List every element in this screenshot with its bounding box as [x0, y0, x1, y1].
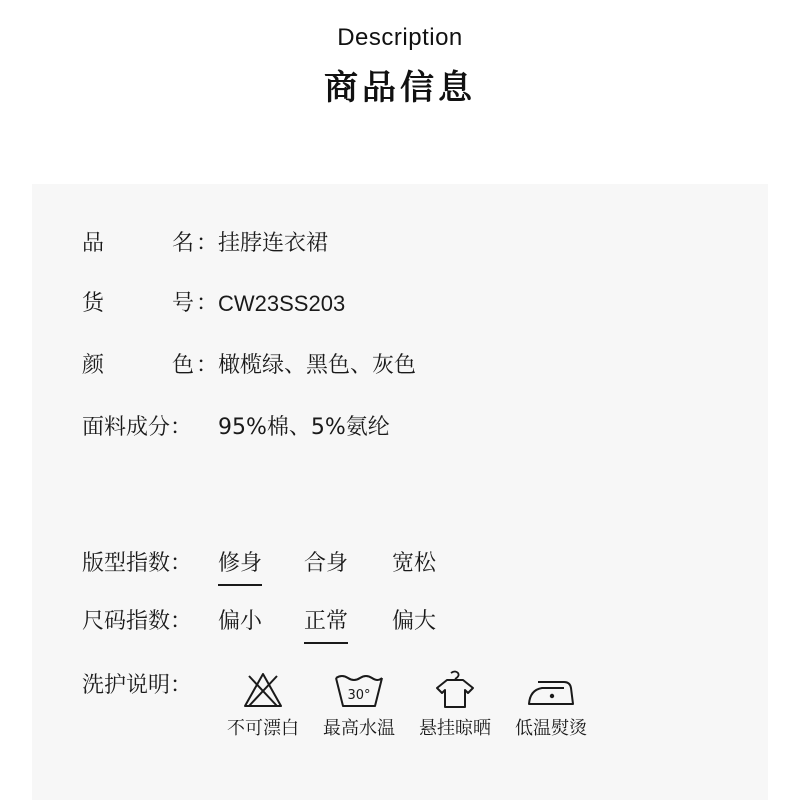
- label-colon: ：: [195, 231, 218, 256]
- wash-30-icon: [333, 670, 385, 710]
- info-value-name: 挂脖连衣裙: [218, 231, 329, 256]
- info-label: [82, 350, 218, 382]
- care-item-wash-30: [314, 670, 404, 740]
- fit-option-regular: 合身: [304, 551, 349, 576]
- product-info-panel: [32, 184, 768, 800]
- info-label: [82, 228, 218, 260]
- care-row: [82, 670, 682, 780]
- header-title-cn: 商品信息: [324, 68, 476, 108]
- label-colon: ：: [195, 353, 218, 378]
- care-label: 洗护说明：: [82, 673, 193, 698]
- fit-index-label: 版型指数：: [82, 551, 193, 576]
- care-caption: 悬挂晾晒: [419, 718, 491, 739]
- info-label: [82, 288, 218, 320]
- fit-option-slim: 修身: [218, 548, 262, 580]
- care-caption: 低温熨烫: [515, 718, 587, 739]
- size-index-row: [82, 606, 682, 638]
- size-option-large: 偏大: [392, 609, 437, 634]
- info-label-char: 色: [171, 353, 194, 378]
- page-header: [0, 24, 800, 109]
- care-item-low-iron: [506, 670, 596, 740]
- wash-temp-label: 30°: [347, 688, 371, 703]
- info-value-sku: CW23SS203: [218, 291, 346, 316]
- info-label-char: 颜: [82, 353, 105, 378]
- header-title-en: Description: [337, 24, 463, 51]
- info-label-char: 品: [82, 231, 105, 256]
- hang-dry-icon: [433, 670, 477, 710]
- fit-index-row: [82, 548, 682, 580]
- info-label: [82, 412, 218, 444]
- no-bleach-icon: [241, 670, 285, 710]
- fit-option-loose: 宽松: [392, 551, 437, 576]
- care-caption: 最高水温: [323, 718, 395, 739]
- info-label-char: 货: [82, 291, 105, 316]
- label-colon: ：: [195, 291, 218, 316]
- info-value-fabric: 95%棉、5%氨纶: [218, 415, 390, 440]
- info-label-char: 号: [171, 291, 194, 316]
- info-label-char: 名: [171, 231, 194, 256]
- size-option-normal: 正常: [304, 606, 348, 638]
- info-value-color: 橄榄绿、黑色、灰色: [218, 353, 417, 378]
- care-item-no-bleach: [218, 670, 308, 740]
- care-caption: 不可漂白: [227, 718, 299, 739]
- care-item-hang-dry: [410, 670, 500, 740]
- size-index-label: 尺码指数：: [82, 609, 193, 634]
- label-colon: ：: [170, 415, 193, 440]
- low-iron-icon: [526, 670, 576, 710]
- size-option-small: 偏小: [218, 609, 263, 634]
- info-label-text: 面料成分: [82, 415, 171, 440]
